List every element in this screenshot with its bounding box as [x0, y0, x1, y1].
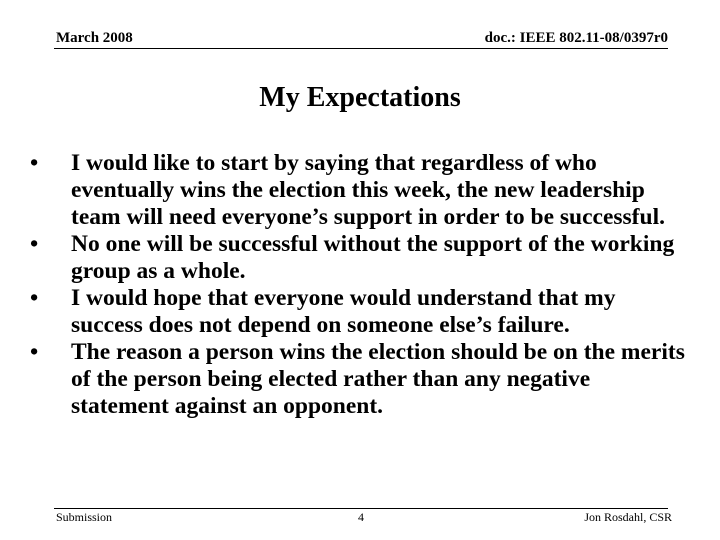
footer-submission: Submission [56, 510, 113, 524]
bullet-dot: • [30, 339, 39, 365]
footer-divider [54, 508, 668, 509]
bullet-item [30, 339, 690, 420]
bullet-dot: • [30, 231, 39, 257]
slide-title: My Expectations [259, 82, 461, 113]
page-number: 4 [358, 510, 364, 524]
bullet-text: No one will be successful without the support of the working group as a whole. [71, 231, 675, 284]
bullet-list [30, 150, 690, 420]
bullet-text: The reason a person wins the election should be on the merits of the person being elected rather than any negative statement against an opponent. [71, 339, 685, 419]
header-doc-id: doc.: IEEE 802.11-08/0397r0 [484, 30, 668, 46]
bullet-dot: • [30, 285, 39, 311]
bullet-text: I would like to start by saying that regardless of who eventually wins the election this week, the new leadership team will need everyone’s support in order to be successful. [71, 150, 665, 230]
header-date: March 2008 [56, 30, 133, 46]
bullet-item [30, 150, 690, 231]
bullet-item [30, 285, 690, 339]
bullet-text: I would hope that everyone would understand that my success does not depend on someone else’s failure. [71, 285, 616, 338]
bullet-item [30, 231, 690, 285]
bullet-dot: • [30, 150, 39, 176]
footer-author: Jon Rosdahl, CSR [584, 510, 672, 524]
header-divider [54, 48, 668, 49]
